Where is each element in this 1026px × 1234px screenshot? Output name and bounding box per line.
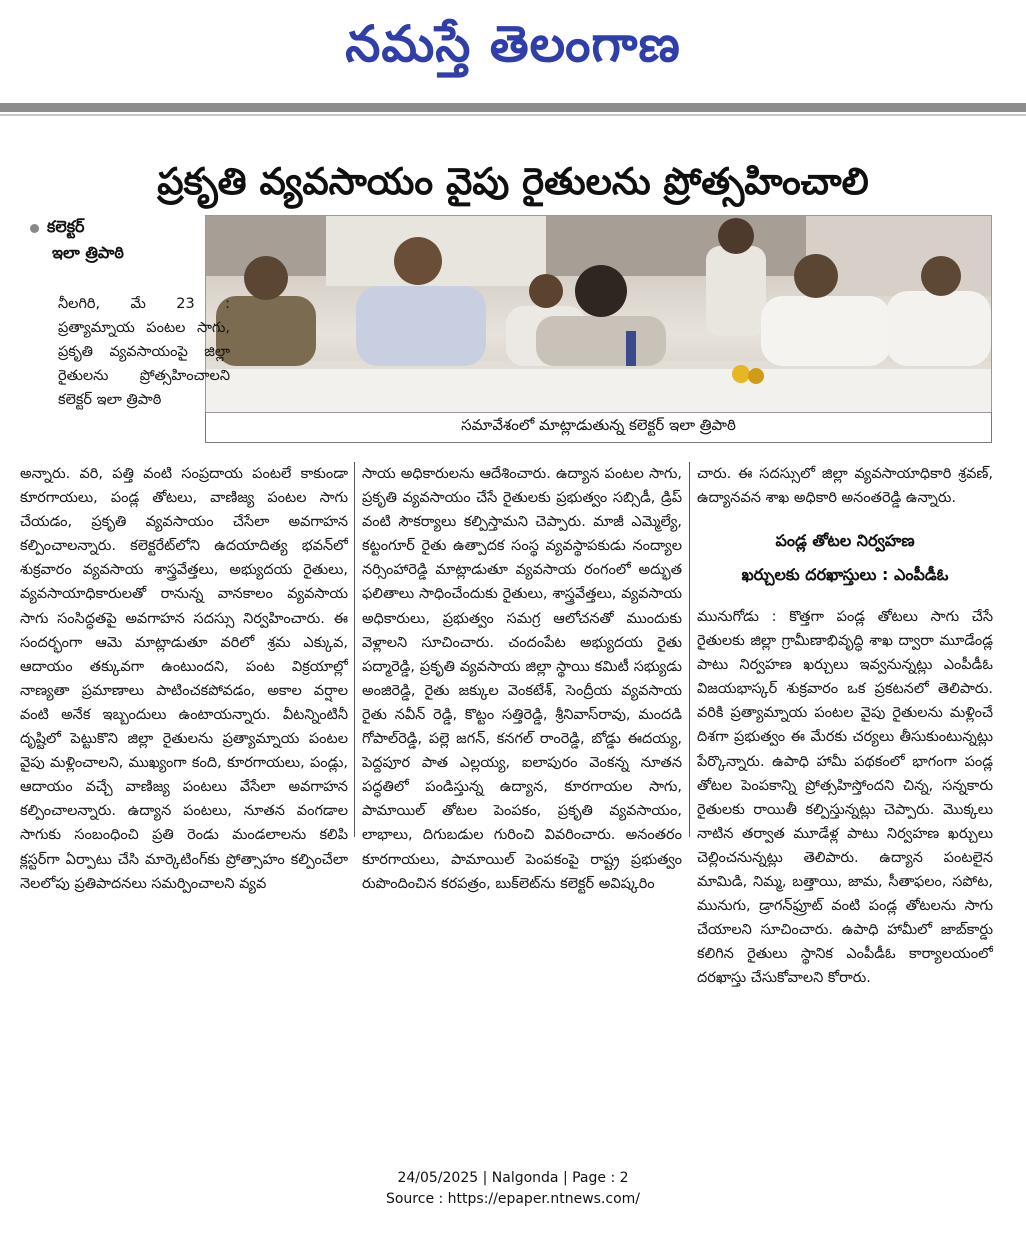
sidebar-article-body: మునుగోడు : కొత్తగా పండ్ల తోటలు సాగు చేసే రైతులకు జిల్లా గ్రామీణాభివృద్ధి శాఖ ద్వారా మూడేండ్ల పాటు నిర్వహణ ఖర్చులు ఇవ్వనున్నట్లు ఎంపీడీఓ విజయభాస్కర్ శుక్రవారం ఒక ప్రకటనలో తెలిపారు. వరికి ప్రత్యామ్నాయ పంటల వైపు రైతులను మళ్లించే దిశగా ప్రభుత్వం ఈ మేరకు చర్యలు తీసుకుంటున్నట్లు పేర్కొన్నారు. ఉపాధి హామీ పథకంలో భాగంగా పండ్ల తోటల పెంపకాన్ని ప్రోత్సహిస్తోందని చిన్న, సన్నకారు రైతులకు రాయితీ కల్పిస్తున్నట్లు చెప్పారు. మొక్కలు నాటిన తర్వాత మూడేళ్ల పాటు నిర్వహణ ఖర్చులు చెల్లించనున్నట్లు తెలిపారు. ఉద్యాన పంటలైన మామిడి, నిమ్మ, బత్తాయి, జామ, సీతాఫలం, సపోట, మునుగు, డ్రాగన్‌ఫ్రూట్ వంటి పండ్ల తోటలను సాగు చేయాలని సూచించారు. ఉపాధి హామీలో జాబ్‌కార్డు కలిగిన రైతులు స్థానిక ఎంపీడీఓ కార్యాలయంలో దరఖాస్తు చేసుకోవాలని కోరారు. bbox=[697, 609, 993, 987]
meeting-photo-illustration bbox=[206, 216, 991, 412]
column-divider bbox=[354, 462, 355, 837]
newspaper-logo: నమస్తే తెలంగాణ bbox=[345, 14, 681, 73]
article-headline: ప్రకృతి వ్యవసాయం వైపు రైతులను ప్రోత్సహించాలి bbox=[157, 159, 869, 203]
column-divider bbox=[689, 462, 690, 837]
article-intro: నీలగిరి, మే 23 : ప్రత్యామ్నాయ పంటల సాగు, ప్రకృతి వ్యవసాయంపై జిల్లా రైతులను ప్రోత్సహించాలని కలెక్టర్ ఇలా త్రిపాఠి bbox=[58, 296, 230, 409]
bullet-icon bbox=[30, 224, 39, 233]
byline bbox=[30, 216, 202, 266]
sidebar-title-line-1: పండ్ల తోటల నిర్వహణ bbox=[775, 531, 915, 550]
page-footer bbox=[0, 1168, 1026, 1210]
footer-source: Source : https://epaper.ntnews.com/ bbox=[385, 1191, 641, 1207]
byline-role: కలెక్టర్ bbox=[47, 216, 85, 236]
sidebar-title-line-2: ఖర్చులకు దరఖాస్తులు : ఎంపీడీఓ bbox=[741, 565, 949, 584]
article-column-2: సాయ అధికారులను ఆదేశించారు. ఉద్యాన పంటల సాగు, ప్రకృతి వ్యవసాయం చేసే రైతులకు ప్రభుత్వం సబ్సిడీ, డ్రిప్ వంటి సౌకర్యాలు కల్పిస్తామని చెప్పారు. మాజీ ఎమ్మెల్యే, కట్టంగూర్ రైతు ఉత్పాదక సంస్థ వ్యవస్థాపకుడు నంద్యాల నర్సింహారెడ్డి మాట్లాడుతూ వ్యవసాయ రంగంలో అద్భుత ఫలితాలు సాధించేందుకు రైతులు, శాస్త్రవేత్తలు, వ్యవసాయ అధికారులు, ప్రభుత్వం సమగ్ర ఆలోచనతో ముందుకు వెళ్లాలని సూచించారు. చందంపేట అభ్యుదయ రైతు పద్మారెడ్డి, ప్రకృతి వ్యవసాయ జిల్లా స్థాయి కమిటీ సభ్యుడు అంజిరెడ్డి, రైతు జక్కుల వెంకటేశ్, సెంద్రీయ వ్యవసాయ రైతు నవీన్ రెడ్డి, కొట్టం సత్తిరెడ్డి, శ్రీనివాస్‌రావు, మందడి గోపాల్‌రెడ్డి, పల్లె జగన్, కనగల్ రాంరెడ్డి, బోడ్డు ఈదయ్య, పెద్దపూర పాత ఎల్లయ్య, ఐలాపురం వెంకన్న నూతన పద్ధతిలో పండిస్తున్న ఉద్యాన, కూరగాయల సాగు, పామాయిల్ తోటల పెంపకం, ప్రకృతి వ్యవసాయం, లాభాలు, దిగుబడుల గురించి వివరించారు. అనంతరం కూరగాయలు, పామాయిల్ పెంపకంపై రాష్ట్ర ప్రభుత్వం రుపొందించిన కరపత్రం, బుక్‌లెట్‌ను కలెక్టర్ అవిష్కరిం bbox=[362, 466, 682, 892]
byline-name: ఇలా త్రిపాఠి bbox=[52, 243, 124, 262]
masthead-rule bbox=[0, 103, 1026, 112]
masthead bbox=[0, 0, 1026, 100]
article-photo bbox=[205, 215, 992, 413]
article-column-1: అన్నారు. వరి, పత్తి వంటి సంప్రదాయ పంటలే కాకుండా కూరగాయలు, పండ్ల తోటలు, వాణిజ్య పంటల సాగు చేయడం, ప్రకృతి వ్యవసాయం చేసేలా అవగాహన కల్పించాలన్నారు. కలెక్టరేట్‌లోని ఉదయాదిత్య భవన్‌లో శుక్రవారం వ్యవసాయ శాస్త్రవేత్తలు, అభ్యుదయ రైతులు, వ్యవసాయాధికారులతో రానున్న వానకాలం వ్యవసాయ సాగు సంసిద్ధతపై అవగాహన సదస్సు నిర్వహించారు. ఈ సందర్భంగా ఆమె మాట్లాడుతూ వరిలో శ్రమ ఎక్కువ, ఆదాయం తక్కువగా ఉంటుందని, పంట విక్రయాల్లో నాణ్యతా ప్రమాణాలు పాటించకపోవడం, అకాల వర్షాల వంటి అనేక ఇబ్బందులు ఉంటాయన్నారు. వీటన్నింటినీ దృష్టిలో పెట్టుకొని జిల్లా రైతులను ప్రత్యామ్నాయ పంటల వైపు మళ్లించాలని, ముఖ్యంగా కంది, కూరగాయలు, పండ్లు, ఆదాయం వచ్చే వాణిజ్య పంటలు వేసేలా అవగాహన కల్పించాలన్నారు. ఉద్యాన పంటలు, నూతన వంగడాల సాగుకు సంబంధించి ప్రతి రెండు మండలాలను కలిపి క్లస్టర్‌గా ఏర్పాటు చేసి మార్కెటింగ్‌కు ప్రోత్సాహం కల్పించేలా నెలలోపు ప్రతిపాదనలు సమర్పించాలని వ్యవ bbox=[20, 466, 348, 892]
footer-date-edition: 24/05/2025 | Nalgonda | Page : 2 bbox=[397, 1170, 629, 1186]
photo-caption: సమావేశంలో మాట్లాడుతున్న కలెక్టర్ ఇలా త్రిపాఠి bbox=[205, 412, 992, 443]
article-column-3: చారు. ఈ సదస్సులో జిల్లా వ్యవసాయాధికారి శ్రవణ్, ఉద్యానవన శాఖ అధికారి అనంతరెడ్డి ఉన్నారు. bbox=[697, 466, 993, 507]
masthead-rule-thin bbox=[0, 114, 1026, 116]
